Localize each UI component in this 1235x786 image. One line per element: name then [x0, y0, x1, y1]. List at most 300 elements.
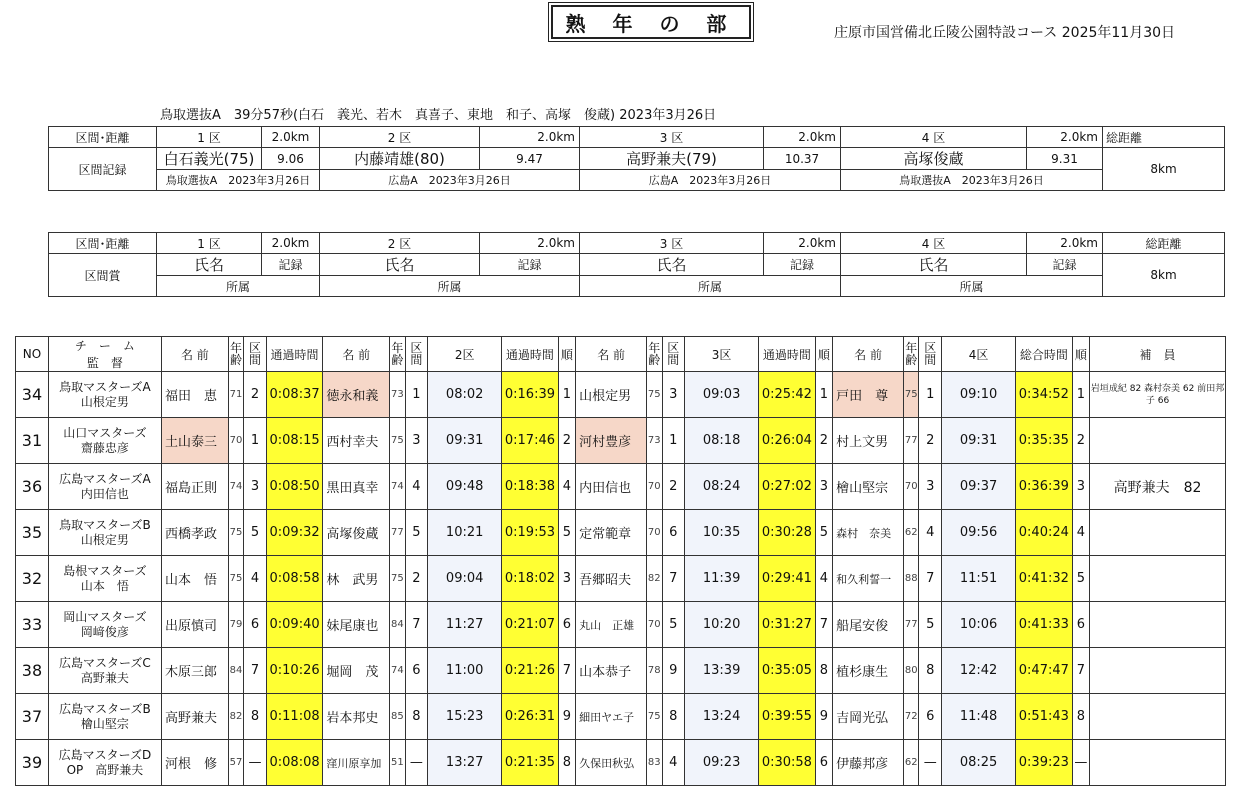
runner-4-age: 70	[904, 464, 919, 510]
order-3: 2	[815, 418, 832, 464]
section-1-dist: 2.0km	[262, 127, 320, 148]
section-1-name: 1 区	[157, 127, 262, 148]
header-name-3: 名 前	[576, 337, 647, 372]
order-3: 5	[815, 510, 832, 556]
lap-time-4: 09:56	[942, 510, 1016, 556]
award-name-label-2: 氏名	[320, 254, 480, 276]
pass-time-1: 0:08:08	[266, 740, 323, 786]
runner-3-age: 75	[647, 372, 662, 418]
pass-time-3: 0:35:05	[759, 648, 816, 694]
runner-4-name: 植杉康生	[833, 648, 904, 694]
runner-2-name: 高塚俊蔵	[323, 510, 390, 556]
header-total-time: 総合時間	[1016, 337, 1073, 372]
runner-4-rank: 4	[919, 510, 942, 556]
team-name: 広島マスターズD	[58, 747, 152, 762]
header-age-4: 年齢	[904, 337, 919, 372]
pass-time-3: 0:30:28	[759, 510, 816, 556]
total-time: 0:39:23	[1016, 740, 1073, 786]
pass-time-3: 0:25:42	[759, 372, 816, 418]
award-affil-4: 所属	[841, 276, 1103, 297]
lap-time-4: 09:10	[942, 372, 1016, 418]
pass-time-3: 0:39:55	[759, 694, 816, 740]
result-team	[48, 464, 161, 510]
runner-1-age: 84	[228, 648, 243, 694]
header-rank-2: 区間	[405, 337, 428, 372]
header-rank-3: 区間	[662, 337, 685, 372]
runner-4-rank: —	[919, 740, 942, 786]
pass-time-2: 0:16:39	[502, 372, 559, 418]
pass-time-3: 0:26:04	[759, 418, 816, 464]
lap-time-2: 09:04	[428, 556, 502, 602]
header-label: 区間･距離	[49, 127, 157, 148]
runner-3-name: 細田ヤエ子	[576, 694, 647, 740]
order-4: 6	[1072, 602, 1089, 648]
runner-2-age: 75	[390, 418, 405, 464]
title-box	[548, 2, 754, 42]
runner-4-rank: 6	[919, 694, 942, 740]
runner-1-rank: 5	[244, 510, 267, 556]
header-name-1: 名 前	[161, 337, 228, 372]
team-manager: 齋藤忠彦	[80, 440, 129, 455]
award-affil-1: 所属	[157, 276, 320, 297]
runner-1-rank: 6	[244, 602, 267, 648]
runner-4-age: 77	[904, 418, 919, 464]
runner-2-rank: 2	[405, 556, 428, 602]
runner-3-name: 山根定男	[576, 372, 647, 418]
runner-3-rank: 7	[662, 556, 685, 602]
runner-1-age: 71	[228, 372, 243, 418]
header-order-4: 順	[1072, 337, 1089, 372]
pass-time-3: 0:31:27	[759, 602, 816, 648]
order-2: 5	[558, 510, 575, 556]
result-team	[48, 418, 161, 464]
lap-time-3: 13:39	[685, 648, 759, 694]
runner-4-name: 船尾安俊	[833, 602, 904, 648]
reserve-runners: 岩垣成紀 82 森村奈美 62 前田邦子 66	[1090, 372, 1226, 418]
header-leg-4: 4区	[942, 337, 1016, 372]
record-team-date-3: 広島A 2023年3月26日	[580, 170, 841, 191]
award-record-label-3: 記録	[764, 254, 841, 276]
section-2-name: 2 区	[320, 127, 480, 148]
lap-time-2: 13:27	[428, 740, 502, 786]
order-3: 4	[815, 556, 832, 602]
team-manager: 高野兼夫	[80, 670, 129, 685]
runner-4-rank: 7	[919, 556, 942, 602]
table-row	[16, 648, 1226, 694]
record-runner-4: 高塚俊蔵	[841, 148, 1027, 170]
runner-4-age: 88	[904, 556, 919, 602]
order-4: 1	[1072, 372, 1089, 418]
award-dist-4: 2.0km	[1027, 233, 1103, 254]
runner-3-rank: 2	[662, 464, 685, 510]
runner-3-age: 70	[647, 602, 662, 648]
award-dist-2: 2.0km	[480, 233, 580, 254]
header-rank-1: 区間	[244, 337, 267, 372]
section-record-table	[48, 126, 1225, 191]
runner-3-age: 82	[647, 556, 662, 602]
runner-2-age: 74	[390, 648, 405, 694]
runner-1-name: 高野兼夫	[161, 694, 228, 740]
total-time: 0:41:33	[1016, 602, 1073, 648]
team-manager: 山根定男	[80, 532, 129, 547]
reserve-runners	[1090, 556, 1226, 602]
runner-2-name: 西村幸夫	[323, 418, 390, 464]
result-no: 37	[16, 694, 49, 740]
order-4: 4	[1072, 510, 1089, 556]
table-row	[16, 510, 1226, 556]
header-pass-3: 通過時間	[759, 337, 816, 372]
order-3: 6	[815, 740, 832, 786]
runner-2-age: 85	[390, 694, 405, 740]
runner-3-name: 久保田秋弘	[576, 740, 647, 786]
record-team-date-4: 鳥取選抜A 2023年3月26日	[841, 170, 1103, 191]
order-2: 3	[558, 556, 575, 602]
results-header-row	[16, 337, 1226, 372]
record-team-date-2: 広島A 2023年3月26日	[320, 170, 580, 191]
team-name: 鳥取マスターズA	[59, 379, 151, 394]
order-4: 3	[1072, 464, 1089, 510]
award-section-2: 2 区	[320, 233, 480, 254]
pass-time-1: 0:08:50	[266, 464, 323, 510]
table-row	[16, 464, 1226, 510]
result-team	[48, 740, 161, 786]
runner-4-rank: 5	[919, 602, 942, 648]
runner-1-name: 西橋孝政	[161, 510, 228, 556]
runner-3-name: 内田信也	[576, 464, 647, 510]
runner-1-rank: 2	[244, 372, 267, 418]
lap-time-4: 11:51	[942, 556, 1016, 602]
lap-time-3: 08:24	[685, 464, 759, 510]
lap-time-2: 09:31	[428, 418, 502, 464]
lap-time-2: 08:02	[428, 372, 502, 418]
record-runner-3: 高野兼夫(79)	[580, 148, 764, 170]
runner-1-name: 木原三郎	[161, 648, 228, 694]
header-team: チ ー ム 監 督	[48, 337, 161, 372]
runner-1-name: 土山泰三	[161, 418, 228, 464]
runner-4-name: 吉岡光弘	[833, 694, 904, 740]
runner-1-rank: —	[244, 740, 267, 786]
runner-1-rank: 7	[244, 648, 267, 694]
record-time-2: 9.47	[480, 148, 580, 170]
total-time: 0:35:35	[1016, 418, 1073, 464]
lap-time-3: 13:24	[685, 694, 759, 740]
result-no: 34	[16, 372, 49, 418]
record-time-3: 10.37	[764, 148, 841, 170]
runner-4-name: 森村 奈美	[833, 510, 904, 556]
total-time: 0:36:39	[1016, 464, 1073, 510]
lap-time-3: 10:35	[685, 510, 759, 556]
runner-2-rank: 1	[405, 372, 428, 418]
section-award-table	[48, 232, 1225, 297]
award-record-label-4: 記録	[1027, 254, 1103, 276]
order-2: 7	[558, 648, 575, 694]
runner-3-rank: 8	[662, 694, 685, 740]
team-manager: 岡﨑俊彦	[80, 624, 129, 639]
header-rank-4: 区間	[919, 337, 942, 372]
table-row	[16, 694, 1226, 740]
runner-2-age: 84	[390, 602, 405, 648]
table-row	[16, 418, 1226, 464]
award-record-label-1: 記録	[262, 254, 320, 276]
order-2: 9	[558, 694, 575, 740]
runner-1-age: 79	[228, 602, 243, 648]
pass-time-2: 0:26:31	[502, 694, 559, 740]
header-order-2: 順	[558, 337, 575, 372]
runner-1-age: 70	[228, 418, 243, 464]
pass-time-2: 0:17:46	[502, 418, 559, 464]
team-manager: 内田信也	[80, 486, 129, 501]
result-team	[48, 372, 161, 418]
runner-1-age: 74	[228, 464, 243, 510]
runner-4-rank: 8	[919, 648, 942, 694]
team-name: 広島マスターズB	[59, 701, 151, 716]
award-header-label: 区間･距離	[49, 233, 157, 254]
lap-time-2: 09:48	[428, 464, 502, 510]
pass-time-1: 0:10:26	[266, 648, 323, 694]
order-2: 8	[558, 740, 575, 786]
runner-3-rank: 3	[662, 372, 685, 418]
lap-time-4: 12:42	[942, 648, 1016, 694]
record-runner-2: 内藤靖雄(80)	[320, 148, 480, 170]
runner-1-rank: 3	[244, 464, 267, 510]
runner-3-name: 山本恭子	[576, 648, 647, 694]
order-4: 5	[1072, 556, 1089, 602]
runner-3-age: 78	[647, 648, 662, 694]
runner-4-age: 77	[904, 602, 919, 648]
runner-3-rank: 5	[662, 602, 685, 648]
section-4-name: 4 区	[841, 127, 1027, 148]
runner-2-age: 73	[390, 372, 405, 418]
runner-2-rank: 8	[405, 694, 428, 740]
header-order-3: 順	[815, 337, 832, 372]
header-reserve: 補 員	[1090, 337, 1226, 372]
order-3: 8	[815, 648, 832, 694]
runner-2-name: 窪川原享加	[323, 740, 390, 786]
header-age-1: 年齢	[228, 337, 243, 372]
runner-1-rank: 4	[244, 556, 267, 602]
order-4: 2	[1072, 418, 1089, 464]
runner-2-rank: 6	[405, 648, 428, 694]
pass-time-2: 0:18:38	[502, 464, 559, 510]
course-record: 鳥取選抜A 39分57秒(白石 義光、若木 真喜子、東地 和子、高塚 俊蔵) 2023年3月26日	[160, 108, 717, 123]
team-manager: 山本 悟	[80, 578, 129, 593]
result-no: 38	[16, 648, 49, 694]
runner-3-rank: 6	[662, 510, 685, 556]
runner-4-rank: 2	[919, 418, 942, 464]
runner-2-rank: —	[405, 740, 428, 786]
runner-4-rank: 1	[919, 372, 942, 418]
reserve-runners	[1090, 694, 1226, 740]
team-manager: 山根定男	[80, 394, 129, 409]
runner-1-name: 出原慎司	[161, 602, 228, 648]
runner-3-rank: 4	[662, 740, 685, 786]
total-time: 0:34:52	[1016, 372, 1073, 418]
reserve-runners	[1090, 602, 1226, 648]
lap-time-3: 09:23	[685, 740, 759, 786]
award-section-3: 3 区	[580, 233, 764, 254]
pass-time-1: 0:11:08	[266, 694, 323, 740]
table-row	[16, 602, 1226, 648]
lap-time-4: 08:25	[942, 740, 1016, 786]
pass-time-1: 0:09:32	[266, 510, 323, 556]
team-manager: OP 高野兼夫	[66, 762, 144, 777]
runner-2-rank: 4	[405, 464, 428, 510]
runner-2-age: 51	[390, 740, 405, 786]
runner-2-name: 黒田真幸	[323, 464, 390, 510]
team-manager: 檜山堅宗	[80, 716, 129, 731]
runner-1-name: 河根 修	[161, 740, 228, 786]
section-4-dist: 2.0km	[1027, 127, 1103, 148]
runner-3-age: 70	[647, 510, 662, 556]
award-dist-1: 2.0km	[262, 233, 320, 254]
runner-1-name: 山本 悟	[161, 556, 228, 602]
runner-1-name: 福島正則	[161, 464, 228, 510]
pass-time-2: 0:19:53	[502, 510, 559, 556]
runner-3-rank: 1	[662, 418, 685, 464]
order-3: 9	[815, 694, 832, 740]
total-label: 総距離	[1103, 127, 1225, 148]
lap-time-3: 10:20	[685, 602, 759, 648]
runner-3-age: 73	[647, 418, 662, 464]
result-no: 39	[16, 740, 49, 786]
team-name: 広島マスターズC	[59, 655, 151, 670]
result-team	[48, 510, 161, 556]
header-name-2: 名 前	[323, 337, 390, 372]
reserve-runners	[1090, 740, 1226, 786]
runner-4-age: 75	[904, 372, 919, 418]
header-pass-2: 通過時間	[502, 337, 559, 372]
runner-3-name: 吾郷昭夫	[576, 556, 647, 602]
result-team	[48, 694, 161, 740]
award-section-1: 1 区	[157, 233, 262, 254]
runner-4-rank: 3	[919, 464, 942, 510]
pass-time-1: 0:08:37	[266, 372, 323, 418]
pass-time-3: 0:27:02	[759, 464, 816, 510]
order-3: 7	[815, 602, 832, 648]
runner-2-name: 岩本邦史	[323, 694, 390, 740]
header-leg-3: 3区	[685, 337, 759, 372]
order-3: 1	[815, 372, 832, 418]
runner-1-age: 75	[228, 510, 243, 556]
runner-4-name: 村上文男	[833, 418, 904, 464]
lap-time-4: 09:31	[942, 418, 1016, 464]
runner-1-rank: 1	[244, 418, 267, 464]
lap-time-2: 11:27	[428, 602, 502, 648]
runner-3-age: 70	[647, 464, 662, 510]
result-no: 31	[16, 418, 49, 464]
lap-time-2: 15:23	[428, 694, 502, 740]
lap-time-2: 10:21	[428, 510, 502, 556]
result-team	[48, 648, 161, 694]
total-time: 0:40:24	[1016, 510, 1073, 556]
runner-2-name: 林 武男	[323, 556, 390, 602]
team-name: 山口マスターズ	[63, 425, 147, 440]
pass-time-1: 0:08:15	[266, 418, 323, 464]
table-row	[16, 556, 1226, 602]
team-name: 島根マスターズ	[63, 563, 147, 578]
team-name: 鳥取マスターズB	[59, 517, 151, 532]
results-table	[15, 336, 1226, 786]
table-row	[16, 740, 1226, 786]
header-age-3: 年齢	[647, 337, 662, 372]
order-2: 6	[558, 602, 575, 648]
order-2: 2	[558, 418, 575, 464]
order-2: 1	[558, 372, 575, 418]
runner-4-age: 62	[904, 510, 919, 556]
page-title: 熟 年 の 部	[551, 5, 751, 39]
runner-2-rank: 3	[405, 418, 428, 464]
lap-time-3: 09:03	[685, 372, 759, 418]
runner-4-name: 戸田 尊	[833, 372, 904, 418]
result-team	[48, 556, 161, 602]
record-time-4: 9.31	[1027, 148, 1103, 170]
award-name-label-4: 氏名	[841, 254, 1027, 276]
award-total-label: 総距離	[1103, 233, 1225, 254]
venue-date: 庄原市国営備北丘陵公園特設コース 2025年11月30日	[834, 25, 1176, 41]
runner-4-name: 伊藤邦彦	[833, 740, 904, 786]
award-name-label-3: 氏名	[580, 254, 764, 276]
runner-3-age: 75	[647, 694, 662, 740]
header-age-2: 年齢	[390, 337, 405, 372]
lap-time-4: 10:06	[942, 602, 1016, 648]
total-time: 0:47:47	[1016, 648, 1073, 694]
record-team-date-1: 鳥取選抜A 2023年3月26日	[157, 170, 320, 191]
runner-1-age: 57	[228, 740, 243, 786]
team-name: 広島マスターズA	[59, 471, 151, 486]
award-affil-2: 所属	[320, 276, 580, 297]
pass-time-2: 0:21:26	[502, 648, 559, 694]
runner-4-age: 62	[904, 740, 919, 786]
result-no: 36	[16, 464, 49, 510]
header-leg-2: 2区	[428, 337, 502, 372]
award-name-label-1: 氏名	[157, 254, 262, 276]
order-4: 8	[1072, 694, 1089, 740]
runner-1-rank: 8	[244, 694, 267, 740]
award-section-4: 4 区	[841, 233, 1027, 254]
header-no: NO	[16, 337, 49, 372]
table-row	[16, 372, 1226, 418]
total-distance: 8km	[1103, 148, 1225, 191]
runner-3-name: 河村豊彦	[576, 418, 647, 464]
pass-time-2: 0:21:07	[502, 602, 559, 648]
runner-2-name: 妹尾康也	[323, 602, 390, 648]
reserve-runners	[1090, 510, 1226, 556]
order-3: 3	[815, 464, 832, 510]
record-runner-1: 白石義光(75)	[157, 148, 262, 170]
lap-time-4: 11:48	[942, 694, 1016, 740]
runner-2-rank: 5	[405, 510, 428, 556]
team-name: 岡山マスターズ	[63, 609, 147, 624]
runner-3-name: 丸山 正雄	[576, 602, 647, 648]
header-name-4: 名 前	[833, 337, 904, 372]
pass-time-2: 0:21:35	[502, 740, 559, 786]
pass-time-1: 0:09:40	[266, 602, 323, 648]
reserve-runners: 高野兼夫 82	[1090, 464, 1226, 510]
award-dist-3: 2.0km	[764, 233, 841, 254]
runner-2-age: 77	[390, 510, 405, 556]
section-3-name: 3 区	[580, 127, 764, 148]
lap-time-3: 08:18	[685, 418, 759, 464]
pass-time-1: 0:08:58	[266, 556, 323, 602]
result-team	[48, 602, 161, 648]
lap-time-3: 11:39	[685, 556, 759, 602]
runner-3-rank: 9	[662, 648, 685, 694]
pass-time-3: 0:29:41	[759, 556, 816, 602]
runner-3-age: 83	[647, 740, 662, 786]
runner-1-name: 福田 恵	[161, 372, 228, 418]
result-no: 32	[16, 556, 49, 602]
runner-2-rank: 7	[405, 602, 428, 648]
